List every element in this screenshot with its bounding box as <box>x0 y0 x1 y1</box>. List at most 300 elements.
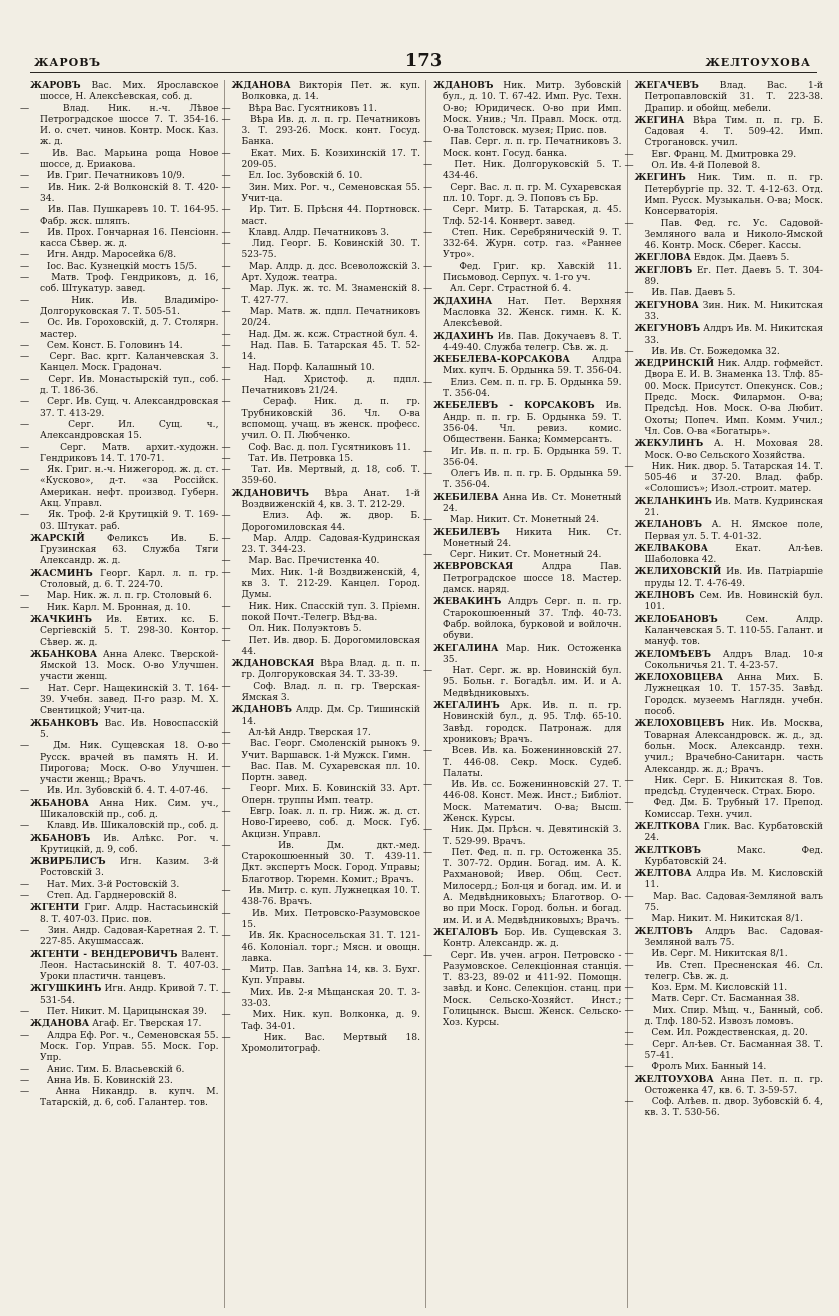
entry-dash: — <box>423 227 433 238</box>
entry-details: Ник. Ив. Москва, Товарная Александровск. ж. д., зд. больн. Моск. Александр. техн. учил.; Врачебно-Санитарн. часть Александр. ж. д.; Врачъ. <box>644 719 823 775</box>
entry-dash: — <box>423 377 433 388</box>
directory-entry <box>30 856 219 880</box>
entry-details: Ив. Ил. Зубовскій б. 4. Т. 4-07-46. <box>46 786 209 797</box>
directory-entry <box>221 453 421 465</box>
entry-dash: — <box>20 205 30 216</box>
entry-details: Серг. Ив. учен. агрон. Петровско - Разумовское. Селекціонная станція. Т. 83-23, 89-02 и 411-92. Помощн. завѣд. и Конс. Селекціон. станц. при Моск. Сельско-Хозяйст. Инст.; Голицынск. Высш. Женск. Сельско-Хоз. Курсы. <box>443 950 622 1029</box>
directory-entry <box>635 300 824 324</box>
directory-entry <box>221 442 421 454</box>
entry-dash: — <box>423 137 433 148</box>
directory-entry <box>20 171 219 182</box>
entry-details: Глик. Вас. Курбатовскій 24. <box>644 822 823 844</box>
entry-details: Мар. Лук. ж. тс. М. Знаменскій 8. Т. 427-77. <box>241 284 421 306</box>
entry-dash: — <box>423 550 433 561</box>
directory-entry <box>423 469 622 492</box>
entry-dash: — <box>221 739 231 750</box>
entry-dash: — <box>423 847 433 858</box>
directory-entry <box>433 596 622 642</box>
entry-details: Игн. Андр. Кривой 7. Т. 531-54. <box>40 984 219 1006</box>
entry-details: Ив. Пав. Пушкаревъ 10. Т. 164-95. Фабр. жск. шляпъ. <box>40 205 219 227</box>
entry-details: Алдра Ив. М. Кисловскій 11. <box>644 869 824 891</box>
directory-entry <box>20 374 219 398</box>
directory-entry <box>221 987 421 1011</box>
entry-details: Викторія Пет. ж. куп. Волковка, д. 14. <box>241 81 420 103</box>
column-4 <box>624 80 824 1308</box>
directory-entry <box>423 950 622 1030</box>
directory-entry <box>30 533 219 568</box>
directory-entry <box>20 1087 219 1110</box>
directory-entry <box>221 329 421 341</box>
entry-surname: ЖЕЛТКОВА <box>634 821 700 832</box>
directory-entry <box>635 1074 824 1098</box>
directory-entry <box>221 340 421 364</box>
entry-details: Ив. Вас. Марьина роща Новое шоссе, д. Ериакова. <box>40 148 219 171</box>
entry-surname: ЖЕГАЛОВЪ <box>433 926 499 938</box>
entry-details: Мар. Вас. Садовая-Земляной валъ 75. <box>644 891 823 914</box>
entry-dash: — <box>20 171 30 182</box>
directory-entry <box>20 227 219 251</box>
entry-dash: — <box>20 273 30 284</box>
entry-details: Пав. Фед. гс. Ус. Садовой-Земляного вала и Николо-Ямской 46. Контр. Моск. Сберег. Кассы. <box>644 218 823 252</box>
entry-dash: — <box>20 318 30 329</box>
entry-dash: — <box>221 908 231 919</box>
entry-dash: — <box>221 840 231 851</box>
entry-dash: — <box>20 741 30 752</box>
entry-dash: — <box>221 624 231 635</box>
entry-dash: — <box>624 218 634 229</box>
entry-details: Ник. Ник. Спасскій туп. 3. Пріемн. покой Почт.-Телегр. Вѣд-ва. <box>241 601 420 623</box>
directory-entry <box>433 80 622 137</box>
directory-entry <box>423 227 622 262</box>
entry-details: Над. Дм. ж. ксж. Страстной бул. 4. <box>248 329 418 340</box>
entry-dash: — <box>423 160 433 171</box>
entry-details: Серг. Никит. Ст. Монетный 24. <box>449 550 602 561</box>
entry-dash: — <box>221 306 231 317</box>
directory-entry <box>20 261 219 273</box>
entry-dash: — <box>20 465 30 476</box>
entry-details: Сераф. Ник. д. п. гр. Трубниковскій 36. Чл. О-ва вспомощ. учащ. въ женск. професс. учил. О. П. Любченко. <box>241 397 421 442</box>
entry-dash: — <box>423 182 433 193</box>
entry-surname: ЖЕВРОВСКАЯ <box>433 561 514 573</box>
directory-entry <box>221 1010 421 1033</box>
entry-surname: ЖДАНОВА <box>30 1018 90 1030</box>
entry-dash: — <box>423 825 433 836</box>
entry-surname: ЖЕГУНОВЪ <box>634 323 701 335</box>
entry-surname: ЖДАХИНЪ <box>433 330 494 342</box>
entry-details: Степ. Ад. Гарднеровскій 8. <box>46 891 177 902</box>
entry-dash: — <box>423 205 433 216</box>
entry-details: Ник. Митр. Зубовскій бул., д. 10. Т. 67-42. Имп. Рус. Техн. О-во; Юридическ. О-во при Имп. Моск. Унив.; Чл. Правл. Моск. отд. О-ва Толстовск. музея; Прис. пов. <box>443 81 622 137</box>
entry-dash: — <box>624 161 634 172</box>
entry-details: Анна Алекс. Тверской-Ямской 13. Моск. О-во Улучшен. участи женщ. <box>40 649 219 683</box>
entry-dash: — <box>221 227 231 238</box>
entry-surname: ЖЕБИЛЕВЪ <box>433 526 500 538</box>
entry-dash: — <box>221 807 231 817</box>
directory-entry <box>635 566 824 590</box>
directory-entry <box>624 960 824 984</box>
entry-dash: — <box>221 340 231 351</box>
directory-entry <box>624 1005 824 1029</box>
directory-entry <box>30 798 219 822</box>
directory-entry <box>624 994 824 1005</box>
entry-dash: — <box>20 103 30 114</box>
entry-surname: ЖАСМИНЪ <box>30 567 93 579</box>
directory-entry <box>30 614 219 649</box>
directory-entry <box>221 965 421 988</box>
entry-dash: — <box>624 346 634 357</box>
directory-entry <box>30 568 219 592</box>
entry-surname: ЖЕЛТОУХОВА <box>634 1073 714 1085</box>
entry-dash: — <box>20 1064 30 1075</box>
entry-details: Мар. Алдр. Садовая-Кудринская 23. Т. 344-23. <box>241 533 420 556</box>
entry-dash: — <box>221 114 231 125</box>
entry-details: Вас. Георг. Смоленскій рынокъ 9. Учит. Варшавск. 1-й Мужск. Гимн. <box>241 739 420 761</box>
entry-details: Пет. Ник. Долгоруковскій 5. Т. 434-46. <box>443 160 622 182</box>
entry-details: Над. Порф. Калашный 10. <box>248 363 375 374</box>
directory-entry <box>232 488 421 512</box>
entry-details: Над. Христоф. д. пдпл. Печатниковъ 21/24. <box>241 374 421 397</box>
entry-dash: — <box>20 442 30 453</box>
directory-entry <box>221 761 421 785</box>
entry-dash: — <box>221 239 231 250</box>
entry-details: Алдръ Серг. п. п. гр. Старокошюенный 37. Тлф. 40-73. Фабр. войлока, бурковой и войлочн. обуви. <box>443 597 622 642</box>
directory-entry <box>20 442 219 466</box>
entry-details: Анна Никандр. в. купч. М. Татарскій, д. 6, соб. Галантер. тов. <box>40 1087 219 1109</box>
entry-dash: — <box>20 786 30 797</box>
directory-entry <box>221 239 421 262</box>
entry-surname: ЖЕЛОМѢЕВЪ <box>634 648 711 660</box>
entry-details: Евдок. Дм. Даевъ 5. <box>693 253 790 264</box>
directory-entry <box>20 419 219 443</box>
entry-details: Серг. Митр. Б. Татарская, д. 45. Тлф. 52-14. Конверт. завед. <box>443 205 622 227</box>
directory-entry <box>20 250 219 261</box>
entry-details: Ив. Григ. Печатниковъ 10/9. <box>46 171 185 182</box>
entry-surname: ЖЕЛНОВЪ <box>634 590 695 602</box>
entry-surname: ЖАЧКИНЪ <box>30 613 93 625</box>
directory-columns <box>20 80 824 1308</box>
entry-details: Як. Григ. н.-ч. Нижегород. ж. д. ст. «Кусково», д-т. «за Россійск. Американ. нефт. производ. Губерн. Акц. Управл. <box>40 465 219 509</box>
entry-details: Ал. Серг. Страстной б. 4. <box>449 284 572 295</box>
directory-entry <box>423 377 622 401</box>
directory-entry <box>423 847 622 927</box>
directory-entry <box>221 511 421 534</box>
entry-surname: ЖЕГАЛИНЪ <box>433 700 500 712</box>
entry-details: Нат. Серг. ж. вр. Новинскій бул. 95. Больн. г. Богадѣл. им. И. и А. Медвѣдниковыхъ. <box>443 666 622 699</box>
entry-details: Вѣра Влад. д. п. п. гр. Долгоруковская 34. Т. 33-39. <box>241 659 420 681</box>
entry-details: Сем. Конст. Б. Головинъ 14. <box>46 340 183 351</box>
directory-entry <box>635 672 824 718</box>
directory-entry <box>20 1064 219 1076</box>
entry-details: Влад. Вас. 1-й Петропавловскій 31. Т. 223-38. Драпир. и обойщ. мебели. <box>644 81 823 114</box>
directory-entry <box>433 527 622 551</box>
directory-entry <box>433 492 622 516</box>
entry-dash: — <box>624 994 634 1005</box>
directory-entry <box>635 649 824 673</box>
entry-details: Зин. Андр. Садовая-Каретная 2. Т. 227-85. Акушмассаж. <box>40 925 219 948</box>
entry-details: Алдръ Влад. 10-я Сокольничья 21. Т. 4-23-57. <box>644 649 824 671</box>
directory-entry <box>221 261 421 285</box>
entry-details: Ив. Ив. Ст. Божедомка 32. <box>651 346 780 357</box>
entry-surname: ЖДАХИНА <box>433 295 493 307</box>
entry-surname: ЖВИРБЛИСЪ <box>30 856 106 868</box>
entry-dash: — <box>20 261 30 272</box>
entry-dash: — <box>221 205 231 216</box>
entry-details: Вас. Мих. Ярославское шоссе, Н. Алексѣевская, соб. д. <box>40 81 219 103</box>
directory-entry <box>20 1030 219 1065</box>
entry-dash: — <box>221 1010 231 1021</box>
entry-details: Мар. Никит. М. Никитская 8/1. <box>651 914 804 925</box>
directory-entry <box>20 683 219 718</box>
page-header <box>30 46 817 73</box>
entry-dash: — <box>624 949 634 960</box>
entry-details: Ив. Мих. Петровско-Разумовское 15. <box>241 908 420 930</box>
directory-entry <box>624 218 824 253</box>
directory-entry <box>423 780 622 825</box>
entry-details: Зин. Ник. М. Никитская 33. <box>644 300 823 322</box>
entry-details: Влад. Ник. н.-ч. Лѣвое Петроградское шоссе 7. Т. 354-16. И. о. счет. чинов. Контр. Моск. Каз. ж. д. <box>40 103 219 148</box>
directory-entry <box>30 949 219 984</box>
directory-entry <box>232 80 421 104</box>
directory-entry <box>20 591 219 602</box>
entry-dash: — <box>221 284 231 295</box>
directory-entry <box>635 172 824 218</box>
entry-details: Коз. Ерм. М. Кисловскій 11. <box>651 983 788 994</box>
directory-entry <box>433 643 622 667</box>
entry-details: Елиз. Сем. п. п. гр. Б. Ордынка 59. Т. 356-04. <box>443 377 622 400</box>
entry-dash: — <box>20 1007 30 1018</box>
column-3 <box>423 80 628 1308</box>
entry-dash: — <box>20 182 30 193</box>
entry-details: Ив. Алѣкс. Рог. ч. Крутицкій, д. 9, соб. <box>40 833 219 855</box>
directory-entry <box>635 845 824 869</box>
directory-entry <box>221 681 421 705</box>
entry-surname: ЖЕЛОХОВЦЕВЪ <box>634 718 725 730</box>
entry-details: Алдра Пав. Петроградское шоссе 18. Мастер. дамск. наряд. <box>443 562 622 596</box>
directory-entry <box>624 1062 824 1073</box>
entry-details: Ник. Вас. Мертвый 18. Хромолитограф. <box>241 1032 420 1055</box>
directory-entry <box>221 465 421 488</box>
directory-entry <box>30 1018 219 1030</box>
directory-entry <box>635 438 824 462</box>
entry-details: Елиз. Аф. ж. двор. Б. Дорогомиловская 44. <box>241 511 420 533</box>
directory-entry <box>433 561 622 596</box>
entry-surname: ЖЕБИЛЕВА <box>433 491 499 503</box>
entry-details: Мих. Ник. куп. Волконка, д. 9. Таф. 34-01. <box>241 1010 420 1032</box>
entry-details: Вас. Пав. М. Сухаревская пл. 10. Портн. завед. <box>241 761 420 784</box>
entry-surname: ЖГЕНТИ <box>30 902 80 914</box>
directory-entry <box>221 533 421 557</box>
directory-entry <box>30 80 219 104</box>
directory-entry <box>221 205 421 228</box>
directory-entry <box>423 746 622 780</box>
directory-entry <box>20 602 219 614</box>
directory-entry <box>20 205 219 228</box>
entry-surname: ЖДАНОВЪ <box>231 704 293 716</box>
directory-entry <box>221 727 421 739</box>
entry-dash: — <box>20 821 30 832</box>
entry-dash: — <box>20 250 30 261</box>
entry-details: Сем. Ив. Новинскій бул. 101. <box>644 591 823 613</box>
entry-details: Клавд. Алдр. Печатниковъ 3. <box>248 227 390 238</box>
directory-entry <box>221 567 421 602</box>
entry-dash: — <box>221 103 231 114</box>
entry-details: Алдръ Ив. М. Никитская 33. <box>644 324 823 346</box>
entry-surname: ЖЕЛТКОВЪ <box>634 844 701 856</box>
entry-surname: ЖЕГИНА <box>634 114 685 126</box>
directory-entry <box>221 148 421 172</box>
entry-details: Пет. Никит. М. Царицынская 39. <box>46 1007 207 1018</box>
directory-entry <box>221 284 421 307</box>
entry-details: Вас. Ив. Новоспасскій 5. <box>40 718 219 740</box>
directory-entry <box>423 515 622 526</box>
entry-details: Мар. Ник. ж. л. п. гр. Столовый 6. <box>46 591 212 602</box>
entry-details: Пет. Ив. двор. Б. Дорогомиловская 44. <box>241 635 420 657</box>
entry-details: Анна Ив. Ст. Монетный 24. <box>443 492 622 514</box>
entry-dash: — <box>221 1032 231 1043</box>
directory-entry <box>423 550 622 561</box>
directory-entry <box>232 658 421 682</box>
directory-entry <box>423 160 622 183</box>
entry-details: Олегъ Ив. п. п. гр. Б. Ордынка 59. Т. 356-04. <box>443 469 622 491</box>
directory-entry <box>635 115 824 150</box>
directory-entry <box>221 363 421 374</box>
directory-entry <box>30 902 219 926</box>
entry-dash: — <box>221 635 231 646</box>
entry-details: Ир. Тит. Б. Прѣсня 44. Портновск. маст. <box>241 205 420 227</box>
directory-entry <box>20 1075 219 1087</box>
running-head-left: ЖАРОВЪ <box>34 56 102 69</box>
directory-entry <box>635 358 824 438</box>
directory-entry <box>30 649 219 684</box>
entry-dash: — <box>221 182 231 193</box>
directory-entry <box>624 1039 824 1063</box>
directory-entry <box>20 891 219 902</box>
directory-entry <box>635 614 824 649</box>
entry-details: Серг. Вас. л. п. гр. М. Сухаревская пл. 10. Торг. д. Э. Поповъ съ Бр. <box>443 182 622 204</box>
entry-details: Серг. Ив. Монастырскій туп., соб. д. Т. 186-36. <box>40 374 219 397</box>
entry-surname: ЖЕЛВАКОВА <box>634 542 709 554</box>
directory-entry <box>624 461 824 496</box>
entry-details: Фролъ Мих. Банный 14. <box>651 1062 767 1073</box>
entry-surname: ЖЕЛТОВА <box>634 868 692 880</box>
entry-surname: ЖЕЛТОВЪ <box>634 925 693 937</box>
entry-surname: ЖЕБЕЛЕВЪ - КОРСАКОВЪ <box>433 400 595 412</box>
entry-details: Ник. Тим. п. п. гр. Петербургіе пр. 32. Т. 4-12-63. Отд. Имп. Русск. Музыкальн. О-ва; Моск. Консерваторія. <box>644 173 823 218</box>
directory-entry <box>20 510 219 533</box>
directory-entry <box>624 161 824 172</box>
directory-entry <box>423 825 622 848</box>
entry-dash: — <box>624 960 634 971</box>
directory-entry <box>30 833 219 857</box>
entry-details: Мих. Ив. 2-я Мѣщанская 20. Т. 3-33-03. <box>241 987 420 1010</box>
directory-entry <box>624 1097 824 1120</box>
entry-dash: — <box>624 1097 634 1108</box>
entry-details: Фед. Григ. кр. Хавскій 11. Письмовод. Серпух. ч. 1-го уч. <box>443 261 622 284</box>
entry-details: Ив. Серг. М. Никитская 8/1. <box>651 949 788 960</box>
directory-entry <box>20 182 219 206</box>
entry-dash: — <box>221 681 231 692</box>
entry-surname: ЖДАНОВА <box>231 80 291 91</box>
entry-surname: ЖЕЛОХОВЦЕВА <box>634 672 724 684</box>
entry-details: Вѣра Анат. 1-й Воздвиженскій 4, кв. 3. Т. 212-29. <box>241 488 420 510</box>
entry-surname: ЖГЕНТИ - ВЕНДЕРОВИЧЪ <box>30 948 178 960</box>
entry-surname: ЖБАНОВА <box>30 797 89 809</box>
entry-details: Ник. Ник. двор. 5. Татарская 14. Т. 505-46 и 37-20. Влад. фабр. «Солошисъ»; Изол.-строит. матер. <box>644 461 823 495</box>
entry-details: Валент. Леон. Настасьинскій 8. Т. 407-03. Уроки пластичн. танцевъ. <box>40 949 219 983</box>
directory-entry <box>20 148 219 172</box>
entry-dash: — <box>221 261 231 272</box>
entry-details: Серг. Матв. архит.-художн. Гендриковъ 14. Т. 170-71. <box>40 442 219 464</box>
directory-entry <box>423 284 622 295</box>
entry-details: Ник. Дм. Прѣсн. ч. Девятинскій 3. Т. 529-99. Врачъ. <box>443 825 622 847</box>
entry-details: Алдръ Вас. Садовая-Земляной валъ 75. <box>644 926 823 948</box>
entry-details: Анна Мих. Б. Лужнецкая 10. Т. 157-35. Завѣд. Городск. музеемъ Наглядн. учебн. пособ. <box>644 673 823 718</box>
directory-entry <box>20 352 219 375</box>
directory-entry <box>635 821 824 845</box>
entry-surname: ЖЕВАКИНЪ <box>433 596 502 608</box>
entry-dash: — <box>221 171 231 182</box>
entry-details: Серг. Ил. Сущ. ч., Александровская 15. <box>40 419 219 442</box>
entry-dash: — <box>20 891 30 902</box>
entry-details: Ив. Евтих. кс. Б. Сергіевскій 5. Т. 298-30. Контор. Сѣвер. ж. д. <box>40 614 219 648</box>
entry-details: Феликсъ Ив. Б. Грузинская 63. Служба Тяги Александр. ж. д. <box>40 533 219 567</box>
directory-entry <box>221 114 421 149</box>
entry-surname: ЖЕЛАНОВЪ <box>634 519 702 531</box>
directory-entry <box>221 739 421 762</box>
entry-details: Ег. Пет. Даевъ 5. Т. 304-89. <box>644 265 824 288</box>
entry-details: Ал-ѣй Андр. Тверская 17. <box>248 727 371 738</box>
entry-dash: — <box>20 397 30 408</box>
entry-details: Екат. Ал-ѣев. Шаболовка 42. <box>644 543 823 566</box>
directory-entry <box>20 397 219 420</box>
entry-dash: — <box>423 446 433 457</box>
entry-dash: — <box>423 515 433 526</box>
directory-entry <box>635 323 824 347</box>
directory-entry <box>20 103 219 149</box>
directory-entry <box>30 983 219 1007</box>
entry-details: Матв. Серг. Ст. Басманная 38. <box>651 994 800 1005</box>
entry-details: Матв. Троф. Гендриковъ, д. 16, соб. Штукатур. завед. <box>40 273 219 295</box>
entry-details: Мих. Спир. Мѣщ. ч., Банный, соб. д. Тлф. 180-52. Извозъ ломовъ. <box>644 1005 824 1028</box>
entry-details: Агаф. Ег. Тверская 17. <box>92 1019 202 1030</box>
directory-entry <box>624 288 824 299</box>
entry-dash: — <box>221 148 231 159</box>
entry-dash: — <box>423 666 433 677</box>
entry-details: Серг. Ив. Сущ. ч. Александровская 37. Т. 413-29. <box>40 397 219 419</box>
directory-entry <box>232 704 421 728</box>
entry-dash: — <box>221 965 231 976</box>
entry-dash: — <box>624 288 634 299</box>
entry-dash: — <box>221 784 231 795</box>
entry-details: Ос. Ив. Гороховскій, д. 7. Столярн. мастер. <box>40 318 219 340</box>
entry-dash: — <box>20 683 30 694</box>
entry-dash: — <box>624 149 634 160</box>
directory-entry <box>624 346 824 358</box>
entry-details: Георг. Карл. л. п. гр. Столовый, д. 6. Т. 224-70. <box>40 568 219 591</box>
entry-details: А. Н. Моховая 28. Моск. О-во Сельского Хозяйства. <box>644 439 823 461</box>
directory-entry <box>433 296 622 331</box>
entry-dash: — <box>624 983 634 994</box>
entry-details: Игн. Андр. Маросейка 6/8. <box>46 250 177 261</box>
entry-details: Иг. Ив. п. п. гр. Б. Ордынка 59. Т. 356-04. <box>443 446 622 468</box>
entry-dash: — <box>20 510 30 521</box>
directory-entry <box>221 103 421 115</box>
entry-details: Соф. Алѣев. п. двор. Зубовскій б. 4, кв. 3. Т. 530-56. <box>644 1097 823 1119</box>
entry-dash: — <box>20 419 30 430</box>
directory-entry <box>433 400 622 446</box>
directory-entry <box>20 295 219 319</box>
directory-entry <box>635 496 824 520</box>
